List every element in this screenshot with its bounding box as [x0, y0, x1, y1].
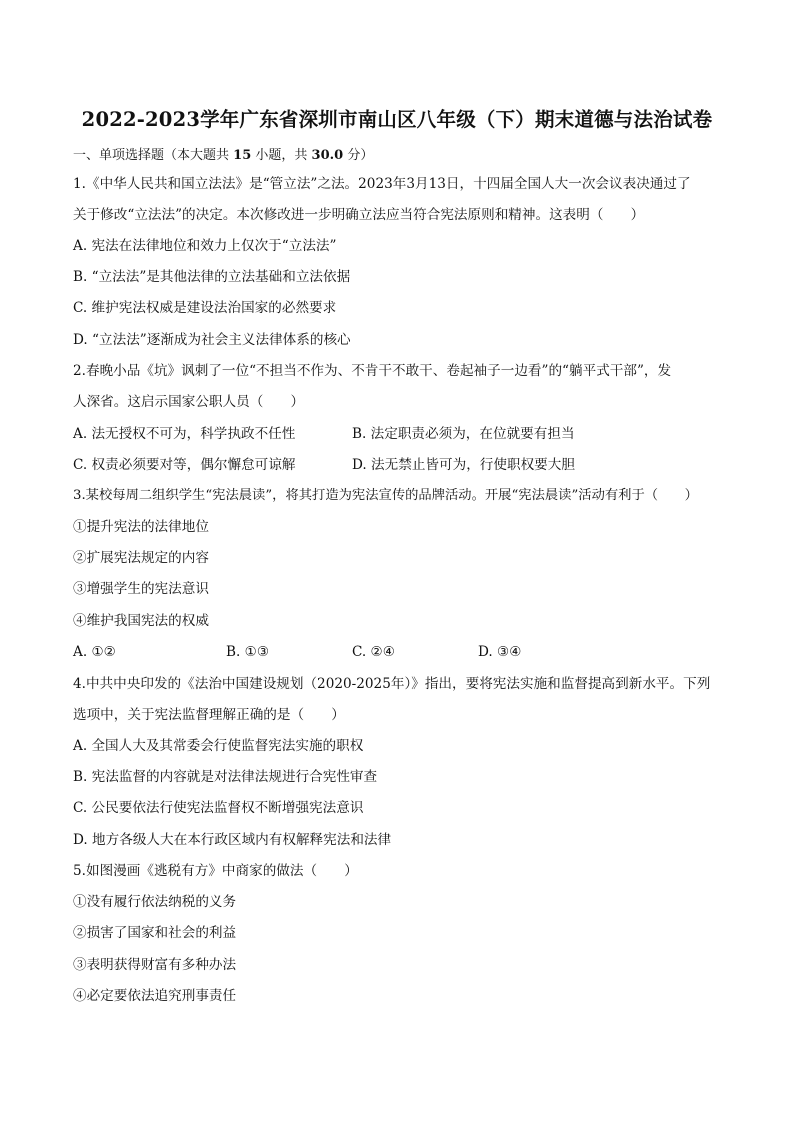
- q4-option-c: C. 公民要依法行使宪法监督权不断增强宪法意识: [73, 800, 364, 816]
- q2-option-d: D. 法无禁止皆可为，行使职权要大胆: [352, 457, 575, 473]
- q3-option-a: A. ①②: [73, 644, 116, 660]
- q5-item-1: ①没有履行依法纳税的义务: [73, 894, 237, 910]
- q3-item-4: ④维护我国宪法的权威: [73, 613, 209, 629]
- q4-option-b: B. 宪法监督的内容就是对法律法规进行合宪性审查: [73, 769, 378, 785]
- q4-stem-line-2: 选项中，关于宪法监督理解正确的是（ ）: [73, 707, 345, 723]
- section-count: 15: [233, 148, 252, 163]
- section-mid: 小题，共: [255, 148, 308, 163]
- q4-option-d: D. 地方各级人大在本行政区域内有权解释宪法和法律: [73, 832, 392, 848]
- exam-title: 2022-2023学年广东省深圳市南山区八年级（下）期末道德与法治试卷: [81, 108, 713, 131]
- q3-item-3: ③增强学生的宪法意识: [73, 581, 209, 597]
- q1-option-b: B. “立法法”是其他法律的立法基础和立法依据: [73, 269, 351, 285]
- q2-stem-line-2: 人深省。这启示国家公职人员（ ）: [73, 394, 305, 410]
- q5-item-3: ③表明获得财富有多种办法: [73, 957, 237, 973]
- q3-option-d: D. ③④: [478, 644, 522, 660]
- q3-item-1: ①提升宪法的法律地位: [73, 519, 209, 535]
- section-heading: [73, 144, 373, 163]
- q1-stem-line-1: 1.《中华人民共和国立法法》是“管立法”之法。2023年3月13日，十四届全国人大一次会议表决通过了: [73, 176, 691, 192]
- section-suffix: 分）: [347, 148, 374, 163]
- q4-stem-line-1: 4.中共中央印发的《法治中国建设规划（2020-2025年）》指出，要将宪法实施和监督提高到新水平。下列: [73, 676, 711, 692]
- q1-option-c: C. 维护宪法权威是建设法治国家的必然要求: [73, 300, 337, 316]
- q4-option-a: A. 全国人大及其常委会行使监督宪法实施的职权: [73, 738, 364, 754]
- q1-option-d: D. “立法法”逐渐成为社会主义法律体系的核心: [73, 332, 351, 348]
- q3-item-2: ②扩展宪法规定的内容: [73, 550, 209, 566]
- q1-stem-line-2: 关于修改“立法法”的决定。本次修改进一步明确立法应当符合宪法原则和精神。这表明（ ）: [73, 207, 645, 223]
- q2-stem-line-1: 2.春晚小品《坑》讽刺了一位“不担当不作为、不肯干不敢干、卷起袖子一边看”的“躺平式干部”，发: [73, 363, 672, 379]
- q2-option-c: C. 权责必须要对等，偶尔懈怠可谅解: [73, 457, 296, 473]
- q2-option-a: A. 法无授权不可为，科学执政不任性: [73, 426, 296, 442]
- q5-stem-line-1: 5.如图漫画《逃税有方》中商家的做法（ ）: [73, 863, 358, 879]
- q1-option-a: A. 宪法在法律地位和效力上仅次于“立法法”: [73, 238, 337, 254]
- q5-item-2: ②损害了国家和社会的利益: [73, 925, 237, 941]
- section-score: 30.0: [311, 148, 344, 163]
- q2-option-b: B. 法定职责必须为，在位就要有担当: [352, 426, 575, 442]
- q3-option-c: C. ②④: [352, 644, 395, 660]
- section-prefix: 一、单项选择题（本大题共: [73, 148, 230, 163]
- q3-option-b: B. ①③: [226, 644, 270, 660]
- q3-stem-line-1: 3.某校每周二组织学生“宪法晨读”，将其打造为宪法宣传的品牌活动。开展“宪法晨读”活动有利于（ ）: [73, 488, 698, 503]
- q5-item-4: ④必定要依法追究刑事责任: [73, 988, 237, 1004]
